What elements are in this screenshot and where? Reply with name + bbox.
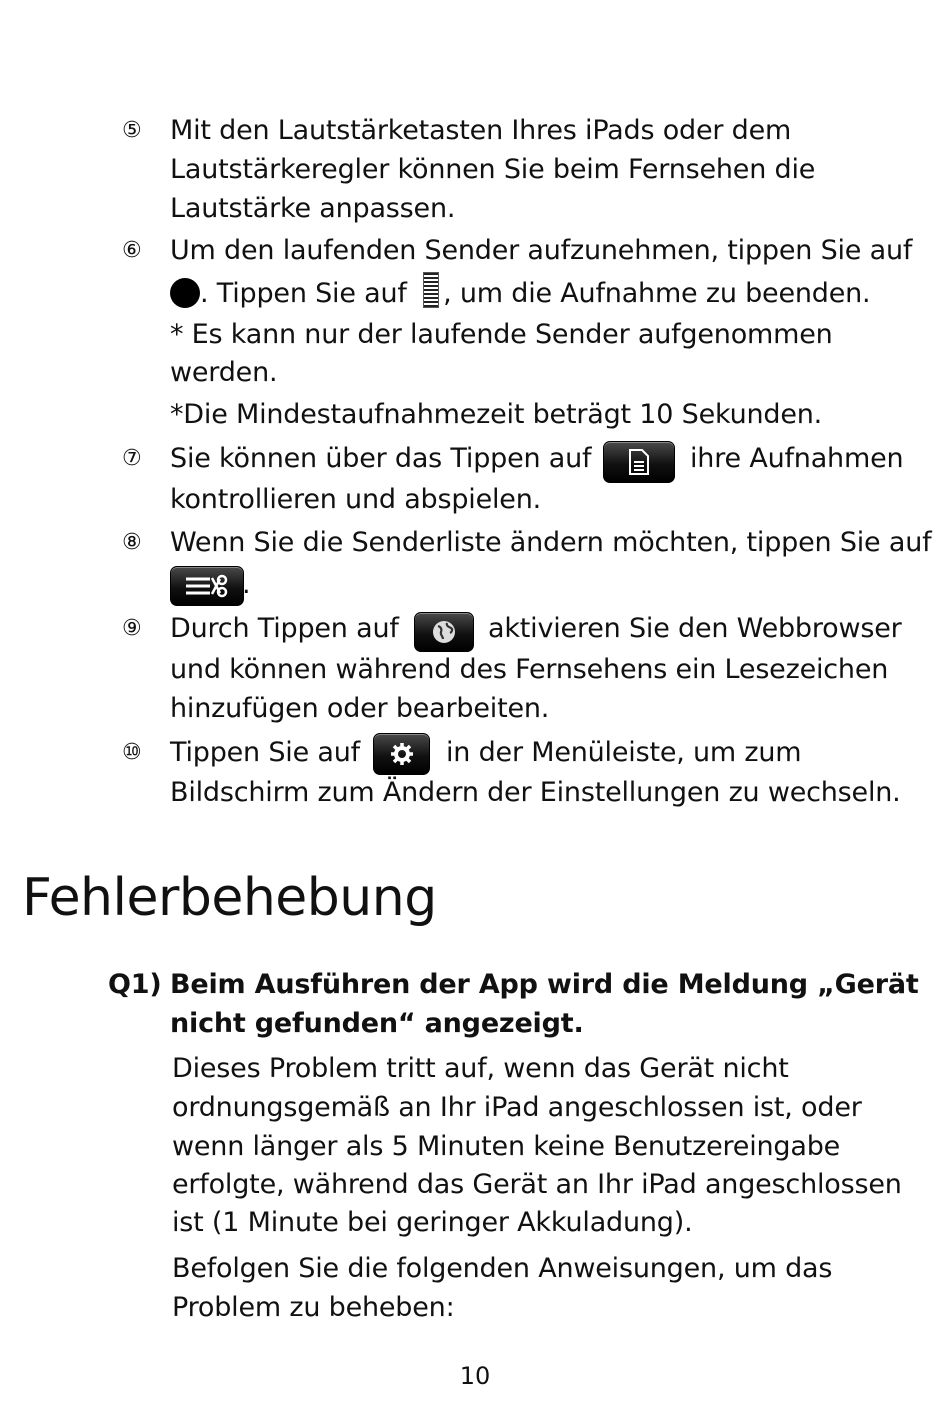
stop-icon[interactable] — [423, 272, 439, 308]
step-10-text-b: in der Menüleiste, um zum — [446, 737, 802, 768]
step-number-10: ⑩ — [122, 740, 142, 765]
faq-answer-1-line-1: Dieses Problem tritt auf, wenn das Gerät nicht — [172, 1053, 789, 1084]
faq-question-line-2: nicht gefunden“ angezeigt. — [170, 1008, 584, 1039]
step-number-5: ⑤ — [122, 118, 142, 143]
faq-answer-2-line-1: Befolgen Sie die folgenden Anweisungen, um das — [172, 1253, 833, 1284]
step-6-line-1: Um den laufenden Sender aufzunehmen, tippen Sie auf — [170, 235, 913, 266]
step-6-note-1-line-2: werden. — [170, 357, 278, 388]
step-6-text-a: . Tippen Sie auf — [200, 278, 416, 309]
step-7-line-2: kontrollieren und abspielen. — [170, 484, 542, 515]
step-9-line-3: hinzufügen oder bearbeiten. — [170, 693, 550, 724]
step-7-text-a: Sie können über das Tippen auf — [170, 443, 592, 474]
faq-answer-2-line-2: Problem zu beheben: — [172, 1292, 455, 1323]
page-number: 10 — [459, 1362, 491, 1390]
step-6-text-b: , um die Aufnahme zu beenden. — [443, 278, 871, 309]
step-6-line-2 — [170, 272, 870, 313]
step-8-line-2: . — [242, 569, 251, 600]
document-list-icon[interactable] — [603, 441, 675, 483]
step-number-6: ⑥ — [122, 238, 142, 263]
step-9-text-b: aktivieren Sie den Webbrowser — [488, 613, 902, 644]
step-10-line-2: Bildschirm zum Ändern der Einstellungen zu wechseln. — [170, 777, 901, 808]
step-number-8: ⑧ — [122, 530, 142, 555]
step-6-note-1-line-1: * Es kann nur der laufende Sender aufgenommen — [170, 319, 833, 350]
step-number-7: ⑦ — [122, 446, 142, 471]
step-5-line-2: Lautstärkeregler können Sie beim Fernsehen die — [170, 154, 816, 185]
step-9-text-a: Durch Tippen auf — [170, 613, 399, 644]
gear-icon[interactable] — [373, 733, 430, 775]
step-6-note-2: *Die Mindestaufnahmezeit beträgt 10 Sekunden. — [170, 399, 823, 430]
step-number-9: ⑨ — [122, 616, 142, 641]
section-title: Fehlerbehebung — [22, 868, 437, 928]
faq-answer-1-line-4: erfolgte, während das Gerät an Ihr iPad angeschlossen — [172, 1169, 902, 1200]
edit-list-scissors-icon[interactable] — [170, 566, 244, 606]
globe-icon[interactable] — [414, 612, 474, 652]
faq-answer-1-line-2: ordnungsgemäß an Ihr iPad angeschlossen ist, oder — [172, 1092, 862, 1123]
faq-answer-1-line-3: wenn länger als 5 Minuten keine Benutzereingabe — [172, 1131, 841, 1162]
faq-answer-1-line-5: ist (1 Minute bei geringer Akkuladung). — [172, 1207, 693, 1238]
step-5-line-1: Mit den Lautstärketasten Ihres iPads oder dem — [170, 115, 792, 146]
step-9-line-2: und können während des Fernsehens ein Lesezeichen — [170, 654, 889, 685]
step-8-line-1: Wenn Sie die Senderliste ändern möchten, tippen Sie auf — [170, 527, 932, 558]
faq-question-label: Q1) — [108, 969, 162, 1000]
step-7-text-b: ihre Aufnahmen — [690, 443, 904, 474]
record-dot-icon[interactable] — [170, 278, 200, 308]
step-5-line-3: Lautstärke anpassen. — [170, 193, 456, 224]
faq-question-line-1: Beim Ausführen der App wird die Meldung „Gerät — [170, 969, 919, 1000]
step-10-text-a: Tippen Sie auf — [170, 737, 360, 768]
